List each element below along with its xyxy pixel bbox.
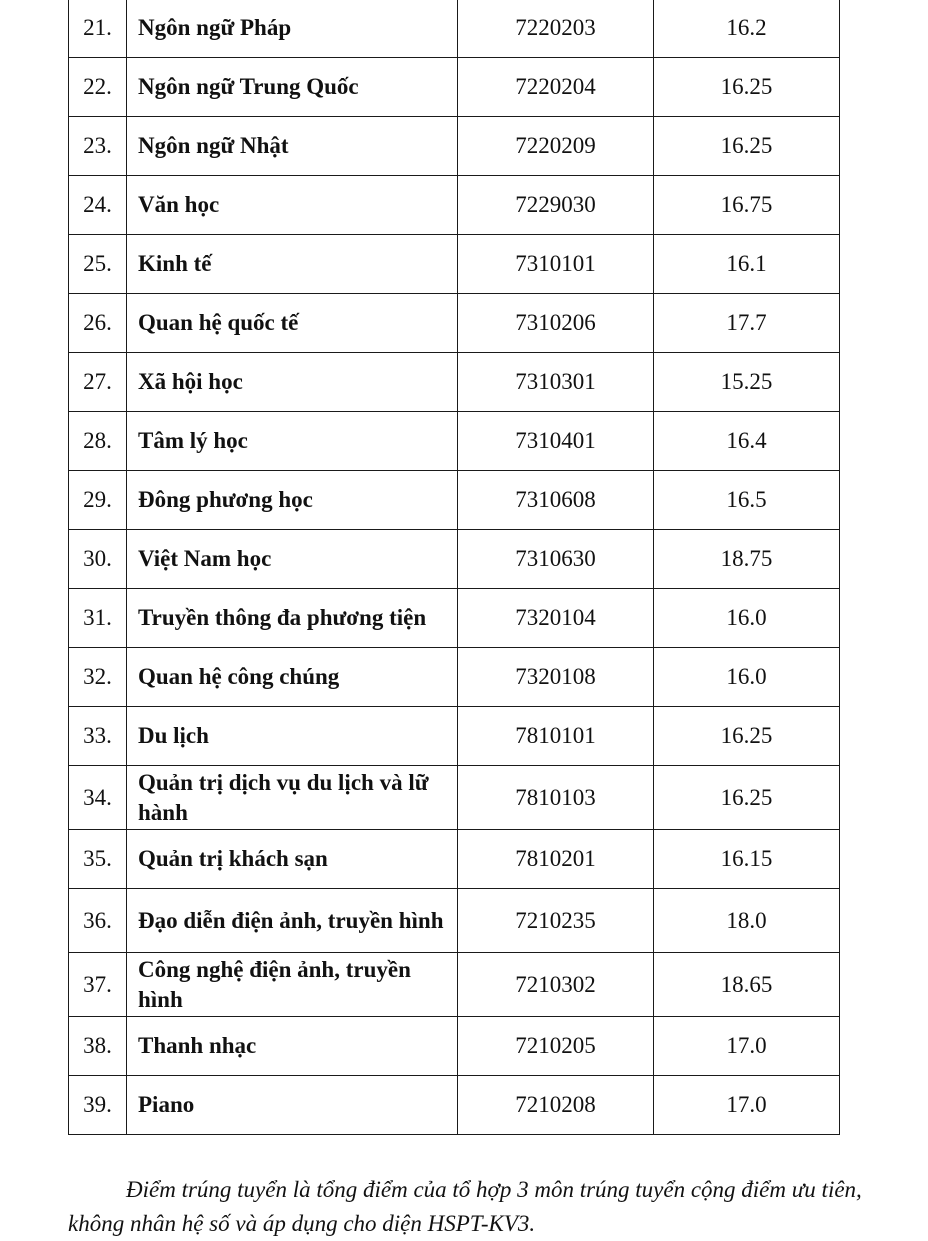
admission-score: 17.0 bbox=[654, 1076, 840, 1135]
admission-score: 16.0 bbox=[654, 648, 840, 707]
admission-score: 15.25 bbox=[654, 353, 840, 412]
admission-score: 17.7 bbox=[654, 294, 840, 353]
table-row bbox=[69, 1017, 840, 1076]
major-name: Đạo diễn điện ảnh, truyền hình bbox=[127, 889, 458, 953]
row-number: 37. bbox=[69, 953, 127, 1017]
table-row bbox=[69, 953, 840, 1017]
major-name: Du lịch bbox=[127, 707, 458, 766]
major-code: 7220204 bbox=[458, 58, 654, 117]
table-row bbox=[69, 235, 840, 294]
admission-score: 16.5 bbox=[654, 471, 840, 530]
row-number: 24. bbox=[69, 176, 127, 235]
table-row bbox=[69, 353, 840, 412]
major-code: 7810201 bbox=[458, 830, 654, 889]
major-name: Ngôn ngữ Trung Quốc bbox=[127, 58, 458, 117]
major-code: 7210205 bbox=[458, 1017, 654, 1076]
major-code: 7310101 bbox=[458, 235, 654, 294]
major-code: 7810103 bbox=[458, 766, 654, 830]
admission-score: 18.0 bbox=[654, 889, 840, 953]
row-number: 38. bbox=[69, 1017, 127, 1076]
major-name: Ngôn ngữ Pháp bbox=[127, 0, 458, 58]
admission-score: 17.0 bbox=[654, 1017, 840, 1076]
table-row bbox=[69, 830, 840, 889]
admission-score: 16.2 bbox=[654, 0, 840, 58]
admission-score: 16.25 bbox=[654, 766, 840, 830]
table-row bbox=[69, 117, 840, 176]
major-code: 7320104 bbox=[458, 589, 654, 648]
major-code: 7810101 bbox=[458, 707, 654, 766]
major-code: 7310608 bbox=[458, 471, 654, 530]
major-name: Quan hệ công chúng bbox=[127, 648, 458, 707]
row-number: 32. bbox=[69, 648, 127, 707]
row-number: 26. bbox=[69, 294, 127, 353]
row-number: 33. bbox=[69, 707, 127, 766]
table-row bbox=[69, 589, 840, 648]
admission-score: 16.25 bbox=[654, 707, 840, 766]
footnote-text: Điểm trúng tuyển là tổng điểm của tổ hợp 3 môn trúng tuyển cộng điểm ưu tiên, không nhân hệ số và áp dụng cho diện HSPT-KV3. bbox=[68, 1177, 862, 1236]
admission-score: 16.1 bbox=[654, 235, 840, 294]
major-name: Thanh nhạc bbox=[127, 1017, 458, 1076]
row-number: 25. bbox=[69, 235, 127, 294]
major-code: 7210302 bbox=[458, 953, 654, 1017]
row-number: 22. bbox=[69, 58, 127, 117]
major-code: 7210235 bbox=[458, 889, 654, 953]
admission-score: 16.0 bbox=[654, 589, 840, 648]
table-row bbox=[69, 471, 840, 530]
table-body bbox=[69, 0, 840, 1135]
admission-score: 18.65 bbox=[654, 953, 840, 1017]
row-number: 39. bbox=[69, 1076, 127, 1135]
admission-score: 16.25 bbox=[654, 58, 840, 117]
major-code: 7320108 bbox=[458, 648, 654, 707]
table-row bbox=[69, 889, 840, 953]
admission-score: 16.75 bbox=[654, 176, 840, 235]
major-code: 7220209 bbox=[458, 117, 654, 176]
major-name: Piano bbox=[127, 1076, 458, 1135]
major-name: Truyền thông đa phương tiện bbox=[127, 589, 458, 648]
row-number: 36. bbox=[69, 889, 127, 953]
row-number: 34. bbox=[69, 766, 127, 830]
row-number: 21. bbox=[69, 0, 127, 58]
admission-score: 16.25 bbox=[654, 117, 840, 176]
admission-score: 16.4 bbox=[654, 412, 840, 471]
row-number: 35. bbox=[69, 830, 127, 889]
table-row bbox=[69, 176, 840, 235]
row-number: 29. bbox=[69, 471, 127, 530]
table-row bbox=[69, 707, 840, 766]
major-name: Văn học bbox=[127, 176, 458, 235]
admission-score: 18.75 bbox=[654, 530, 840, 589]
major-code: 7229030 bbox=[458, 176, 654, 235]
major-name: Xã hội học bbox=[127, 353, 458, 412]
table-row bbox=[69, 530, 840, 589]
major-code: 7220203 bbox=[458, 0, 654, 58]
admission-score: 16.15 bbox=[654, 830, 840, 889]
major-name: Quản trị khách sạn bbox=[127, 830, 458, 889]
row-number: 23. bbox=[69, 117, 127, 176]
major-code: 7310401 bbox=[458, 412, 654, 471]
major-code: 7310630 bbox=[458, 530, 654, 589]
row-number: 30. bbox=[69, 530, 127, 589]
row-number: 27. bbox=[69, 353, 127, 412]
major-name: Công nghệ điện ảnh, truyền hình bbox=[127, 953, 458, 1017]
major-name: Quan hệ quốc tế bbox=[127, 294, 458, 353]
footnote-paragraph bbox=[68, 1173, 868, 1241]
major-code: 7310301 bbox=[458, 353, 654, 412]
major-name: Đông phương học bbox=[127, 471, 458, 530]
major-name: Tâm lý học bbox=[127, 412, 458, 471]
admission-score-table bbox=[68, 0, 840, 1135]
table-row bbox=[69, 412, 840, 471]
row-number: 28. bbox=[69, 412, 127, 471]
major-name: Kinh tế bbox=[127, 235, 458, 294]
major-name: Quản trị dịch vụ du lịch và lữ hành bbox=[127, 766, 458, 830]
table-row bbox=[69, 766, 840, 830]
table-row bbox=[69, 294, 840, 353]
major-name: Việt Nam học bbox=[127, 530, 458, 589]
major-name: Ngôn ngữ Nhật bbox=[127, 117, 458, 176]
major-code: 7210208 bbox=[458, 1076, 654, 1135]
table-row bbox=[69, 1076, 840, 1135]
row-number: 31. bbox=[69, 589, 127, 648]
table-row bbox=[69, 648, 840, 707]
table-row bbox=[69, 0, 840, 58]
major-code: 7310206 bbox=[458, 294, 654, 353]
table-row bbox=[69, 58, 840, 117]
